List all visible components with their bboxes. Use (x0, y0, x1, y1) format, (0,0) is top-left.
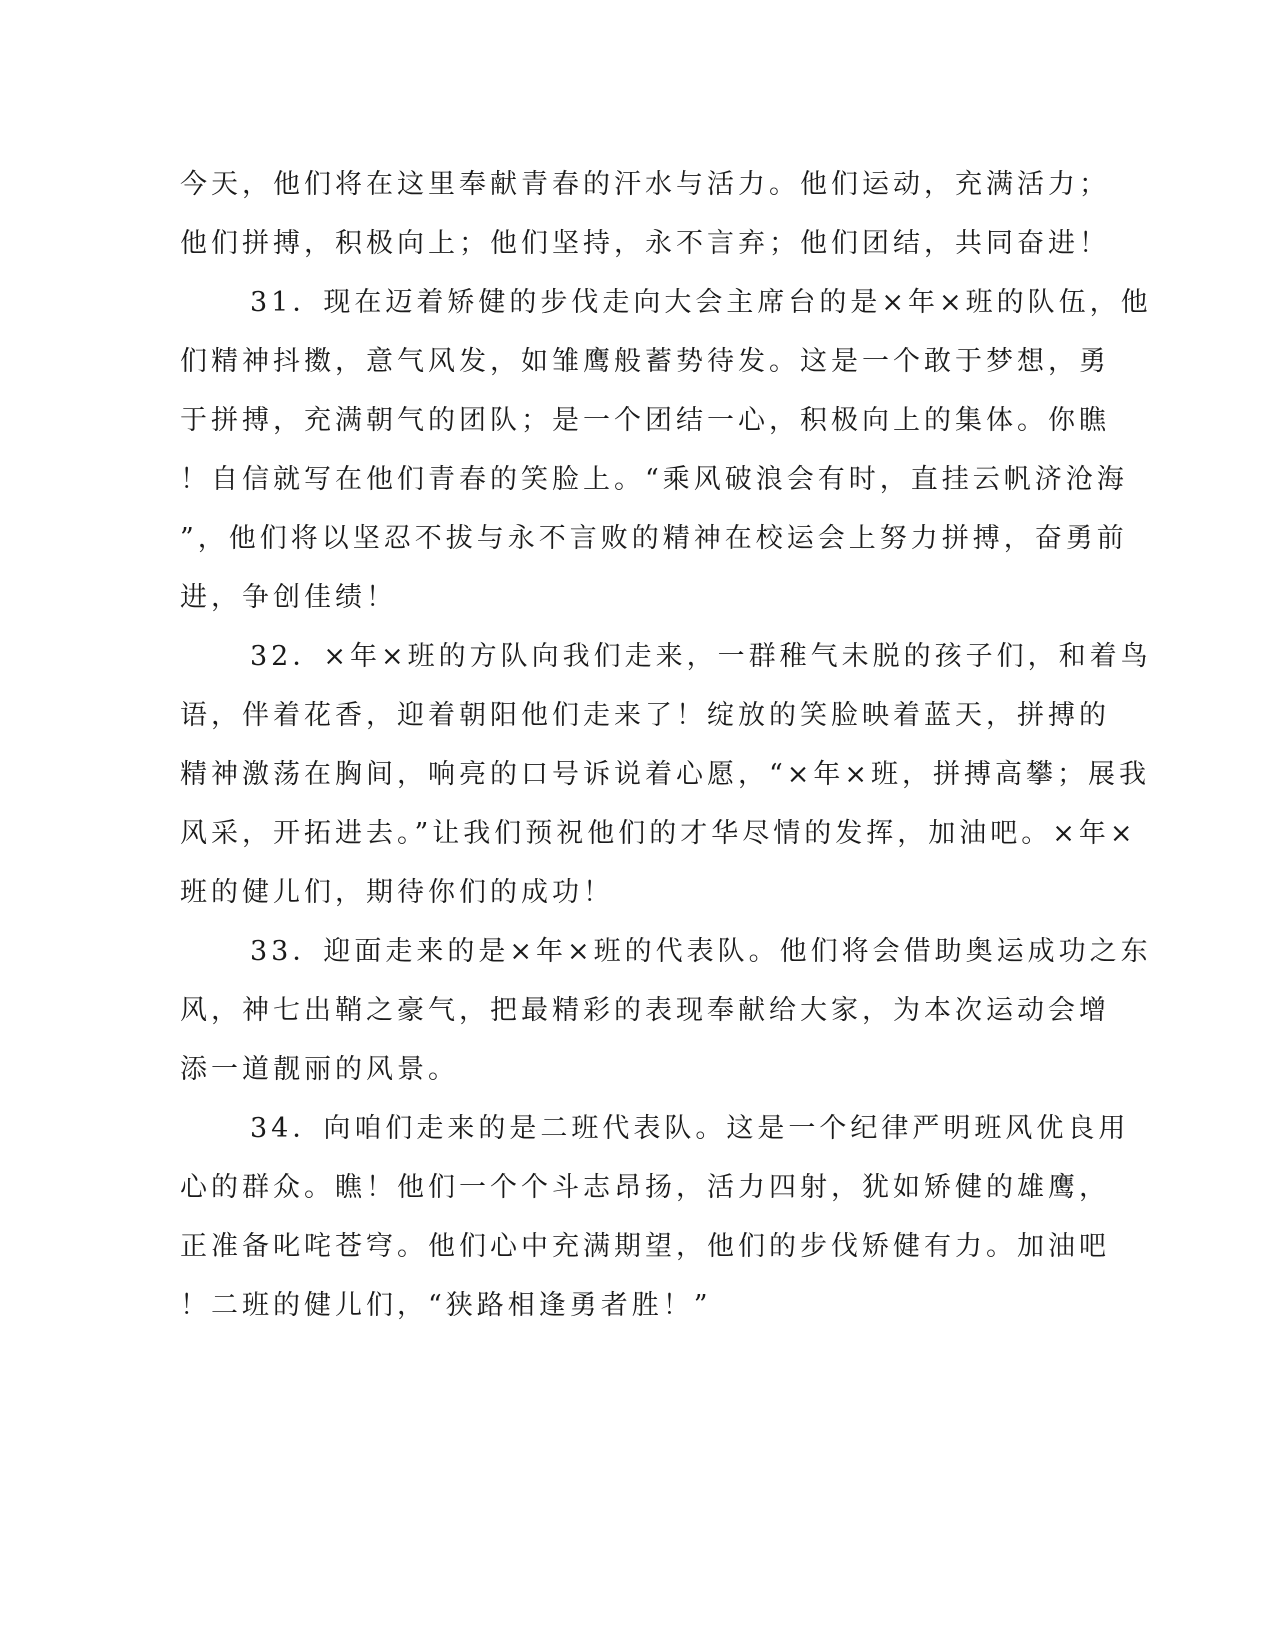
text-line: 正准备叱咤苍穹。他们心中充满期望，他们的步伐矫健有力。加油吧 (180, 1231, 1110, 1262)
text-line: ！二班的健儿们，“狭路相逢勇者胜！” (180, 1290, 712, 1321)
text-line: 精神激荡在胸间，响亮的口号诉说着心愿，“×年×班，拼搏高攀；展我 (180, 759, 1151, 790)
text-line-item-33: 33．迎面走来的是×年×班的代表队。他们将会借助奥运成功之东 (250, 936, 1152, 967)
text-line: 今天，他们将在这里奉献青春的汗水与活力。他们运动，充满活力； (180, 169, 1110, 200)
text-line: ！自信就写在他们青春的笑脸上。“乘风破浪会有时，直挂云帆济沧海 (180, 464, 1128, 495)
text-line-item-32: 32．×年×班的方队向我们走来，一群稚气未脱的孩子们，和着鸟 (250, 641, 1152, 672)
text-line: ”，他们将以坚忍不拔与永不言败的精神在校运会上努力拼搏，奋勇前 (180, 523, 1128, 554)
text-line-item-34: 34．向咱们走来的是二班代表队。这是一个纪律严明班风优良用 (250, 1113, 1130, 1144)
text-line: 于拼搏，充满朝气的团队；是一个团结一心，积极向上的集体。你瞧 (180, 405, 1110, 436)
text-line: 语，伴着花香，迎着朝阳他们走来了！绽放的笑脸映着蓝天，拼搏的 (180, 700, 1110, 731)
text-line: 他们拼搏，积极向上；他们坚持，永不言弃；他们团结，共同奋进！ (180, 228, 1110, 259)
text-line: 风采，开拓进去。”让我们预祝他们的才华尽情的发挥，加油吧。×年× (180, 818, 1137, 849)
text-line-item-31: 31．现在迈着矫健的步伐走向大会主席台的是×年×班的队伍，他 (250, 287, 1152, 318)
text-line: 添一道靓丽的风景。 (180, 1054, 459, 1085)
text-line: 进，争创佳绩！ (180, 582, 397, 613)
document-body (180, 155, 1152, 1335)
text-line: 心的群众。瞧！他们一个个斗志昂扬，活力四射，犹如矫健的雄鹰， (180, 1172, 1110, 1203)
text-line: 班的健儿们，期待你们的成功！ (180, 877, 614, 908)
text-line: 风，神七出鞘之豪气，把最精彩的表现奉献给大家，为本次运动会增 (180, 995, 1110, 1026)
text-line: 们精神抖擞，意气风发，如雏鹰般蓄势待发。这是一个敢于梦想，勇 (180, 346, 1110, 377)
